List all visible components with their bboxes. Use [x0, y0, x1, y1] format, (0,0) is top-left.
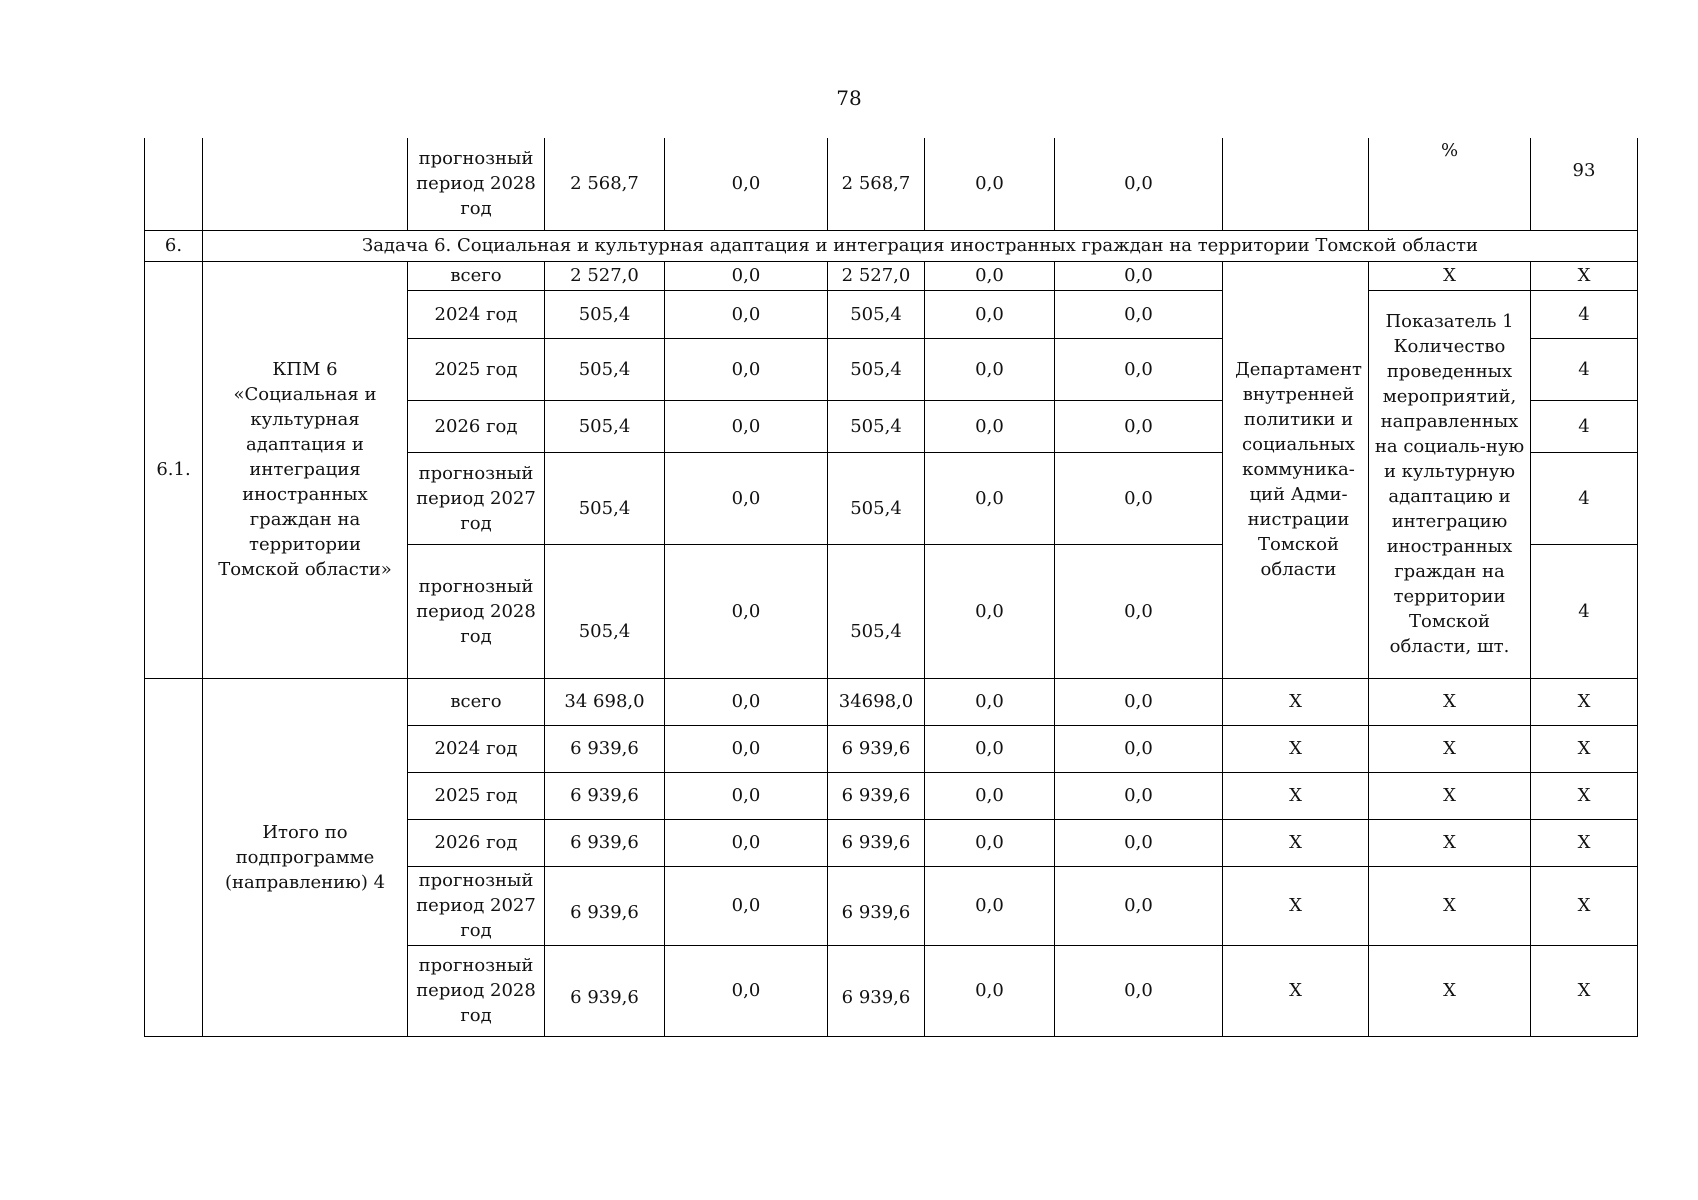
period-cell: 2024 год	[408, 725, 545, 772]
total-cell: 505,4	[545, 452, 665, 544]
mark-cell: X	[1223, 678, 1369, 725]
total-cell: 6 939,6	[545, 725, 665, 772]
federal-cell: 0,0	[665, 725, 828, 772]
federal-cell: 0,0	[665, 678, 828, 725]
cell-empty	[1223, 138, 1369, 230]
period-cell: прогнозный период 2027 год	[408, 866, 545, 945]
federal-cell: 0,0	[665, 400, 828, 452]
local-cell: 0,0	[925, 819, 1055, 866]
table-row-summary	[145, 678, 1638, 725]
period-cell: всего	[408, 261, 545, 290]
summary-label: Итого по подпрограмме (направлению) 4	[203, 678, 408, 1036]
total-cell: 505,4	[545, 544, 665, 678]
local-cell: 0,0	[925, 338, 1055, 400]
task-title: Задача 6. Социальная и культурная адаптация и интеграция иностранных граждан на территории Томской области	[203, 230, 1638, 261]
extra-cell: 0,0	[1055, 945, 1223, 1036]
federal-cell: 0,0	[665, 138, 828, 230]
kpm-name: КПМ 6 «Социальная и культурная адаптация и интеграция иностранных граждан на территории Томской области»	[203, 261, 408, 678]
mark-cell: X	[1223, 725, 1369, 772]
period-cell: всего	[408, 678, 545, 725]
mark-cell: X	[1531, 678, 1638, 725]
value-cell: 4	[1531, 544, 1638, 678]
regional-cell: 2 527,0	[828, 261, 925, 290]
cell-empty	[203, 138, 408, 230]
unit-cell: %	[1369, 138, 1531, 230]
total-cell: 2 568,7	[545, 138, 665, 230]
extra-cell: 0,0	[1055, 819, 1223, 866]
mark-cell: X	[1531, 725, 1638, 772]
extra-cell: 0,0	[1055, 338, 1223, 400]
value-cell: 93	[1531, 138, 1638, 230]
regional-cell: 2 568,7	[828, 138, 925, 230]
local-cell: 0,0	[925, 138, 1055, 230]
period-cell: прогнозный период 2028 год	[408, 945, 545, 1036]
regional-cell: 34698,0	[828, 678, 925, 725]
period-cell: прогнозный период 2028 год	[408, 138, 545, 230]
value-cell: 4	[1531, 338, 1638, 400]
cell-empty	[145, 678, 203, 1036]
total-cell: 2 527,0	[545, 261, 665, 290]
federal-cell: 0,0	[665, 261, 828, 290]
value-cell: 4	[1531, 400, 1638, 452]
mark-cell: X	[1223, 866, 1369, 945]
task-number: 6.	[145, 230, 203, 261]
federal-cell: 0,0	[665, 452, 828, 544]
mark-cell: X	[1369, 945, 1531, 1036]
indicator-cell: Показатель 1 Количество проведенных мероприятий, направленных на социаль-ную и культурную адаптацию и интеграцию иностранных граждан на территории Томской области, шт.	[1369, 290, 1531, 678]
period-cell: 2026 год	[408, 400, 545, 452]
mark-cell: X	[1531, 866, 1638, 945]
regional-cell: 505,4	[828, 290, 925, 338]
local-cell: 0,0	[925, 544, 1055, 678]
page-number: 78	[836, 86, 862, 110]
extra-cell: 0,0	[1055, 452, 1223, 544]
federal-cell: 0,0	[665, 819, 828, 866]
total-cell: 34 698,0	[545, 678, 665, 725]
regional-cell: 6 939,6	[828, 772, 925, 819]
extra-cell: 0,0	[1055, 678, 1223, 725]
extra-cell: 0,0	[1055, 400, 1223, 452]
value-cell: 4	[1531, 452, 1638, 544]
extra-cell: 0,0	[1055, 544, 1223, 678]
period-cell: 2024 год	[408, 290, 545, 338]
regional-cell: 6 939,6	[828, 866, 925, 945]
value-cell: 4	[1531, 290, 1638, 338]
local-cell: 0,0	[925, 866, 1055, 945]
period-cell: 2025 год	[408, 772, 545, 819]
federal-cell: 0,0	[665, 338, 828, 400]
indicator-mark: X	[1369, 261, 1531, 290]
mark-cell: X	[1531, 772, 1638, 819]
federal-cell: 0,0	[665, 945, 828, 1036]
total-cell: 505,4	[545, 400, 665, 452]
local-cell: 0,0	[925, 772, 1055, 819]
extra-cell: 0,0	[1055, 138, 1223, 230]
federal-cell: 0,0	[665, 772, 828, 819]
regional-cell: 505,4	[828, 544, 925, 678]
period-cell: прогнозный период 2028 год	[408, 544, 545, 678]
total-cell: 6 939,6	[545, 945, 665, 1036]
extra-cell: 0,0	[1055, 290, 1223, 338]
regional-cell: 505,4	[828, 400, 925, 452]
program-table	[144, 138, 1638, 1037]
table-row-continuation	[145, 138, 1638, 230]
local-cell: 0,0	[925, 725, 1055, 772]
mark-cell: X	[1531, 945, 1638, 1036]
total-cell: 505,4	[545, 338, 665, 400]
extra-cell: 0,0	[1055, 261, 1223, 290]
mark-cell: X	[1369, 866, 1531, 945]
federal-cell: 0,0	[665, 290, 828, 338]
extra-cell: 0,0	[1055, 772, 1223, 819]
total-cell: 6 939,6	[545, 819, 665, 866]
extra-cell: 0,0	[1055, 725, 1223, 772]
local-cell: 0,0	[925, 678, 1055, 725]
mark-cell: X	[1369, 725, 1531, 772]
total-cell: 505,4	[545, 290, 665, 338]
extra-cell: 0,0	[1055, 866, 1223, 945]
mark-cell: X	[1223, 819, 1369, 866]
mark-cell: X	[1223, 772, 1369, 819]
period-cell: прогнозный период 2027 год	[408, 452, 545, 544]
mark-cell: X	[1223, 945, 1369, 1036]
mark-cell: X	[1369, 772, 1531, 819]
regional-cell: 6 939,6	[828, 945, 925, 1036]
local-cell: 0,0	[925, 452, 1055, 544]
kpm-number: 6.1.	[145, 261, 203, 678]
local-cell: 0,0	[925, 290, 1055, 338]
period-cell: 2026 год	[408, 819, 545, 866]
executor-cell: Департамент внутренней политики и социальных коммуника-ций Адми-нистрации Томской области	[1223, 261, 1369, 678]
federal-cell: 0,0	[665, 544, 828, 678]
local-cell: 0,0	[925, 945, 1055, 1036]
mark-cell: X	[1369, 678, 1531, 725]
regional-cell: 6 939,6	[828, 725, 925, 772]
mark-cell: X	[1369, 819, 1531, 866]
federal-cell: 0,0	[665, 866, 828, 945]
regional-cell: 505,4	[828, 338, 925, 400]
value-mark: X	[1531, 261, 1638, 290]
local-cell: 0,0	[925, 261, 1055, 290]
regional-cell: 505,4	[828, 452, 925, 544]
regional-cell: 6 939,6	[828, 819, 925, 866]
table-row	[145, 261, 1638, 290]
table-row-task	[145, 230, 1638, 261]
total-cell: 6 939,6	[545, 866, 665, 945]
cell-empty	[145, 138, 203, 230]
total-cell: 6 939,6	[545, 772, 665, 819]
period-cell: 2025 год	[408, 338, 545, 400]
local-cell: 0,0	[925, 400, 1055, 452]
mark-cell: X	[1531, 819, 1638, 866]
